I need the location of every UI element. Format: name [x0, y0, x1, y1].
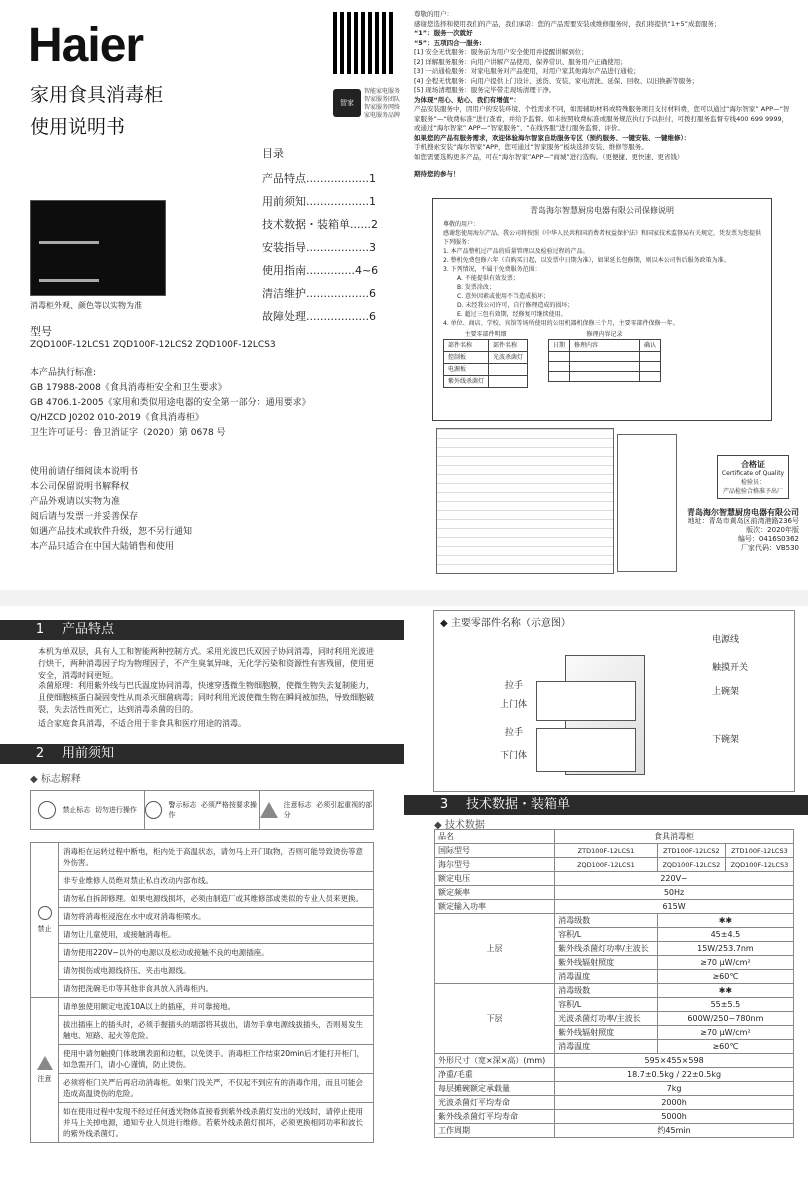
cabinet-drawing — [565, 655, 645, 775]
warranty-box: 青岛海尔智慧厨房电器有限公司保修说明 尊敬的用户： 感谢您使用海尔产品，我公司将按照《中华人民共和国消费者权益保护法》和国家技术监督局有关规定，凭发票为您提供下列服务： 1. 本产品整机过产品的质量管理以及检验过程的产品。 2. 整机免费包修六年（自购买日起，以发票中日期为准），如果延长包修期，则以本公司售后服务政策为准。 3. 下列情况，不属于免费服务范围： A. 不能提供有效发票； B. 发票涂改； C. 意外因素或使用不当造成损坏； D. 未经我公司许可，自行修理造成的损坏； E. 超过三包有效期，经修复可继续使用。 4. 单位、商店、学校、宾馆等场所使用的公用机器机保修三个月，主要零部件保修一年。 主要零部件明细 部件名称 部件名称 控制板 光波杀菌灯 电源板 紫外线杀菌灯 修理内容记录 日期 修理内容 确认 — [432, 198, 772, 421]
section-2-header: 2 用前须知 — [0, 744, 404, 764]
label-handle-upper: 拉手 — [505, 681, 524, 691]
warning-icon — [145, 801, 162, 819]
toc-item: 用前须知..................1 — [262, 195, 376, 208]
product-title: 家用食具消毒柜 — [30, 84, 164, 106]
table-of-contents — [262, 147, 378, 328]
section-1-header: 1 产品特点 — [0, 620, 404, 640]
spec-subtitle: ◆ 技术数据 — [434, 820, 485, 831]
caution-icon — [37, 1056, 53, 1070]
qr-side-text: 智能家电服务 智家服务团队 智家服务网络 家电服务品牌 — [364, 88, 401, 119]
toc-item: 安装指导..................3 — [262, 241, 376, 254]
signs-subtitle: ◆ 标志解释 — [30, 774, 81, 785]
toc-item: 产品特点..................1 — [262, 172, 376, 185]
label-lower-door: 下门体 — [500, 751, 528, 761]
toc-item: 技术数据・装箱单......2 — [262, 218, 378, 231]
toc-item: 故障处理..................6 — [262, 310, 376, 323]
diagram-title: ◆ 主要零部件名称（示意图） — [440, 618, 571, 629]
label-lower-rack: 下碗架 — [712, 735, 740, 745]
quality-certificate: 合格证 Certificate of Quality 检验员： 产品检验合格准予出厂 — [717, 455, 789, 499]
company-info: 青岛海尔智慧厨房电器有限公司 地址：青岛市黄岛区前湾港路236号 版次：2020年版 编号：0416S0362 厂家代码：VB530 — [687, 508, 799, 552]
label-handle-lower: 拉手 — [505, 728, 524, 738]
qr-code-icon — [333, 12, 395, 74]
sign-legend: 禁止标志 切勿进行操作 警示标志 必须严格按要求操作 注意标志 必须引起重视的部分 — [30, 790, 374, 830]
cabinet-photo — [30, 200, 166, 296]
parts-table: 部件名称 部件名称 控制板 光波杀菌灯 电源板 紫外线杀菌灯 — [443, 339, 528, 388]
standards: 本产品执行标准: GB 17988-2008《食具消毒柜安全和卫生要求》 GB 4706.1-2005《家用和类似用途电器的安全第一部分：通用要求》 Q/HZCD J0202 010-2019《食具消毒柜》 卫生许可证号：鲁卫消证字（2020）第 0678 号 — [30, 368, 311, 438]
label-power-cord: 电源线 — [712, 635, 740, 645]
brand-logo: Haier — [28, 19, 144, 72]
cover-notes: 使用前请仔细阅读本说明书 本公司保留说明书解释权 产品外观请以实物为准 阅后请与发票一并妥善保存 如遇产品技术或软件升级，恕不另行通知 本产品只适合在中国大陆销售和使用 — [30, 467, 193, 552]
model-heading: 型号 — [30, 325, 52, 338]
manual-title: 使用说明书 — [30, 116, 126, 138]
app-badge: 智家 — [333, 89, 361, 117]
toc-item: 清洁维护..................6 — [262, 287, 376, 300]
label-upper-door: 上门体 — [500, 700, 528, 710]
section-3-header: 3 技术数据・装箱单 — [404, 795, 808, 815]
image-caption: 消毒柜外观、颜色等以实物为准 — [30, 301, 142, 310]
prohibit-icon — [38, 801, 56, 819]
toc-item: 使用指南..............4~6 — [262, 264, 379, 277]
caution-icon — [260, 802, 278, 818]
repair-table: 日期 修理内容 确认 — [548, 339, 661, 382]
label-touch-switch: 触摸开关 — [712, 663, 749, 673]
service-page — [404, 0, 808, 590]
feature-para-2: 杀菌原理：利用紫外线与巴氏温度协同消毒，快速穿透微生物细胞膜，使微生物失去复制能力，且使细胞核蛋白凝固变性从而杀灭细菌病毒；同时利用光波使微生物在瞬间被加热，导致细胞破裂，失去活性而死亡，达到消毒杀菌的目的。 — [38, 681, 374, 714]
cover-page — [0, 0, 404, 590]
model-list: ZQD100F-12LCS1 ZQD100F-12LCS2 ZQD100F-12LCS3 — [30, 340, 276, 350]
feature-para-1: 本机为单双层，具有人工和智能两种控制方式。采用光波巴氏双因子协同消毒，同时利用光波进行烘干，两种消毒因子均为物理因子，不产生臭氧异味，无化学污染和资源性有害残留，使用更安全，消毒时间更短。 — [38, 647, 374, 680]
feature-para-3: 适合家庭食具消毒，不适合用于非食具和医疗用途的消毒。 — [38, 719, 246, 728]
service-promise: 尊敬的用户： 感谢您选择和使用我们的产品，我们承诺：您的产品需要安装或维修服务时，我们将提供“1+5”成套服务； “1”：服务一次就好 “5”：五项四合一服务: [1] 安全无忧服务：服务前为用户安全使用并提醒讲解到位； [2] 详解服务服务：向用户讲解产品使用、保养常识、服务用户正确使用； [3] 一站通检服务：对家电服务对产品使用，对用户家其他海尔产品进行通检； [4] 全程无忧服务：向用户提供上门设计、送货、安装、家电清洗、延保、回收、以旧换新等服务； [5] 现场清理服务：服务完毕带走现场清理干净。 为体现“用心、贴心、我们有增值”： 产品安装服务中，因用户的安装环境、个性需求不同，如需辅助材料或特殊服务项目支付材料费，您可以通过“海尔智家” APP—“智家服务”—“收费标准”进行查看，并给予监督。如未按照收费标准或服务规范执行予以拒付，可拨打服务监督专线400 699 9999，或通过“海尔智家” APP—“智家服务”、“在线客服”进行服务监督、评价。 如果您的产品有服务需求，欢迎体验海尔智家自助服务专区（预约服务、一键安装、一键维修）： 手机搜索安装“海尔智家”APP，您可通过“智家服务”板块选择安装、维修等服务。 如您需要选购更多产品，可在“海尔智家”APP—“商城”进行选购。（更便捷、更快速、更省钱） 期待您的参与！ — [414, 10, 790, 178]
toc-heading: 目录 — [262, 147, 284, 160]
prohibit-icon — [38, 906, 52, 920]
precautions-table: 禁止 消毒柜在运转过程中断电，柜内处于高温状态，请勿马上开门取物，否则可能导致烫伤等意外伤害。 非专业维修人员绝对禁止私自改动内部布线。 请勿私自拆卸修理。如果电源线损坏，必须由制造厂或其维修部或类似的专业人员来更换。 请勿将消毒柜浸泡在水中或对消毒柜喷水。 请勿让儿童使用，或接触消毒柜。 请勿使用220V~以外的电源以及松动或接触不良的电源插座。 请勿损伤或电源线挤压、夹击电源线。 请勿把洗碗毛巾等其他非食具放入消毒柜内。 注意 请单独使用额定电流10A以上的插座，并可靠接地。 拔出插座上的插头时，必须手握插头的端部将其拔出，请勿手拿电源线拔插头，否则易发生触电、短路、起火等危险。 使用中请勿触摸门体玻璃表面和边框，以免烫手。消毒柜工作结束20min后才能打开柜门，如急需开门，请小心谨慎，防止烫伤。 必须将柜门关严后再启动消毒柜。如果门没关严，不仅起不到应有的消毒作用，而且可能会造成高温烫伤的危险。 如在使用过程中发现不经过任何透光物体直接看到紫外线杀菌灯发出的光线时，请停止使用并马上关掉电源，通知专业人员进行维修。若紫外线杀菌灯损坏，必须更换相同功率和波长的紫外线杀菌灯。 — [30, 842, 374, 1143]
spec-table: 品名 食具消毒柜 国际型号 ZTD100F-12LCS1 ZTD100F-12LCS2 ZTD100F-12LCS3 海尔型号 ZQD100F-12LCS1 ZQD100F-12LCS2 ZQD100F-12LCS3 额定电压 220V~ 额定频率 50Hz 额定输入功率 615W 上层 消毒级数 ✱✱ 容积/L 45±4.5 紫外线杀菌灯功率/主波长 15W/253.7nm 紫外线辐射照度 ≥70 μW/cm² 消毒温度 ≥60℃ 下层 消毒级数 ✱✱ 容积/L 55±5.5 光波杀菌灯功率/主波长 600W/250~780nm 紫外线辐射照度 ≥70 μW/cm² 消毒温度 ≥60℃ 外形尺寸（宽×深×高）(mm) 595×455×598 净重/毛重 18.7±0.5kg / 22±0.5kg 每层摊碗额定承载量 7kg 光波杀菌灯平均寿命 2000h 紫外线杀菌灯平均寿命 5000h 工作周期 约45min — [434, 829, 794, 1138]
warranty-title: 青岛海尔智慧厨房电器有限公司保修说明 — [530, 206, 674, 215]
hazardous-substances-table — [436, 428, 614, 574]
label-upper-rack: 上碗架 — [712, 687, 740, 697]
